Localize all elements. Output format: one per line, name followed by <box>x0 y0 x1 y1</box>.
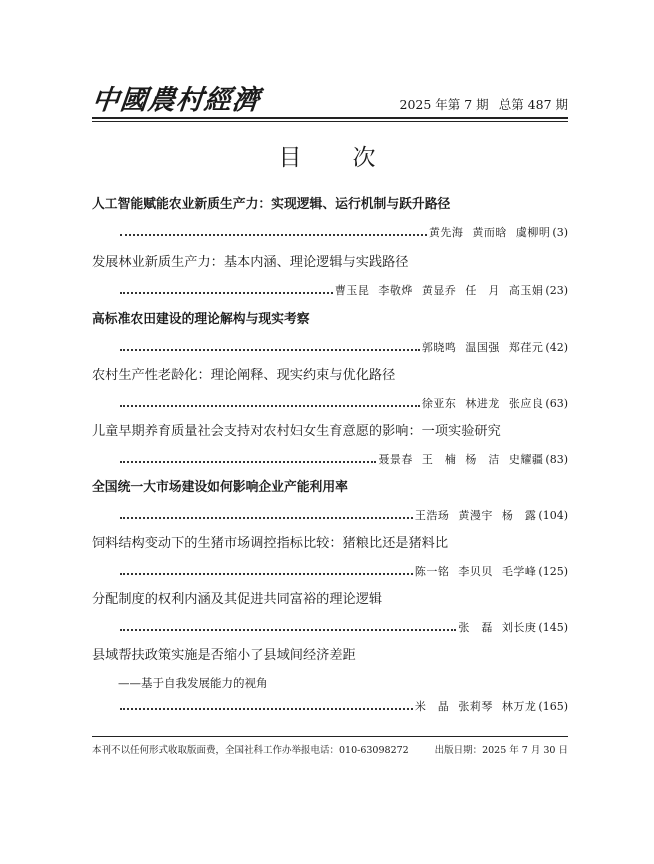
toc-entry[interactable] <box>92 423 568 468</box>
header-rule-thick <box>92 117 568 119</box>
entry-page: (83) <box>545 453 568 466</box>
toc-entry[interactable] <box>92 647 568 715</box>
dot-leader <box>120 405 420 407</box>
dot-leader <box>120 708 413 710</box>
masthead <box>92 86 568 116</box>
entry-page: (165) <box>538 700 568 713</box>
entry-page: (23) <box>545 284 568 297</box>
entry-title[interactable]: 农村生产性老龄化：理论阐释、现实约束与优化路径 <box>92 368 396 383</box>
entry-author-line <box>92 396 568 412</box>
entry-title[interactable]: 县域帮扶政策实施是否缩小了县域间经济差距 <box>92 648 356 663</box>
entry-authors: 聂景春 王 楠 杨 洁 史耀疆 <box>378 453 544 466</box>
entry-title[interactable]: 发展林业新质生产力：基本内涵、理论逻辑与实践路径 <box>92 255 409 270</box>
entry-author-line <box>92 508 568 524</box>
dot-leader <box>120 292 333 294</box>
issue-info <box>390 97 569 113</box>
toc-entry[interactable] <box>92 479 568 524</box>
dot-leader <box>120 573 413 575</box>
entry-author-line <box>92 225 568 241</box>
entry-page: (104) <box>538 509 568 522</box>
entry-title[interactable]: 儿童早期养育质量社会支持对农村妇女生育意愿的影响：一项实验研究 <box>92 424 501 439</box>
dot-leader <box>120 349 420 351</box>
toc-title: 目 次 <box>278 145 390 171</box>
entry-page: (3) <box>552 226 568 239</box>
entry-page: (125) <box>538 565 568 578</box>
entry-author-line <box>92 564 568 580</box>
toc-entry[interactable] <box>92 196 568 241</box>
journal-name: 中國農村經濟 <box>90 85 262 116</box>
entry-authors: 陈一铭 李贝贝 毛学峰 <box>414 565 537 578</box>
entry-subtitle: ——基于自我发展能力的视角 <box>118 676 268 690</box>
entry-author-line <box>92 620 568 636</box>
toc-entry[interactable] <box>92 535 568 580</box>
entry-title[interactable]: 饲料结构变动下的生猪市场调控指标比较：猪粮比还是猪料比 <box>92 536 449 551</box>
entry-author-line <box>92 699 568 715</box>
entry-authors: 米 晶 张莉琴 林万龙 <box>414 700 537 713</box>
dot-leader <box>120 629 456 631</box>
entry-page: (145) <box>538 621 568 634</box>
entry-authors: 黄先海 黄而晗 虞柳明 <box>428 226 551 239</box>
dot-leader <box>120 461 376 463</box>
toc-entry[interactable] <box>92 591 568 636</box>
footer-rule <box>92 736 568 737</box>
entry-authors: 徐亚东 林进龙 张应良 <box>421 397 544 410</box>
entry-title[interactable]: 高标准农田建设的理论解构与现实考察 <box>92 312 310 327</box>
entry-authors: 张 磊 刘长庚 <box>458 621 537 634</box>
header-rule-thin <box>92 121 568 122</box>
entry-title[interactable]: 全国统一大市场建设如何影响企业产能利用率 <box>92 480 348 495</box>
entry-authors: 郭晓鸣 温国强 郑荏元 <box>421 341 544 354</box>
entry-authors: 王浩玚 黄漫宇 杨 露 <box>414 509 537 522</box>
entry-author-line <box>92 452 568 468</box>
entry-title[interactable]: 分配制度的权利内涵及其促进共同富裕的理论逻辑 <box>92 592 383 607</box>
dot-leader <box>120 234 427 236</box>
toc-entry[interactable] <box>92 367 568 412</box>
footer-notice: 本刊不以任何形式收取版面费，全国社科工作办举报电话：010-63098272 <box>92 745 409 756</box>
entry-title[interactable]: 人工智能赋能农业新质生产力：实现逻辑、运行机制与跃升路径 <box>92 197 451 212</box>
issue-number: 2025 年第 7 期 <box>399 97 489 112</box>
total-issue-number: 总第 487 期 <box>498 97 568 112</box>
dot-leader <box>120 517 413 519</box>
entry-page: (42) <box>545 341 568 354</box>
entry-author-line <box>92 283 568 299</box>
entry-authors: 曹玉昆 李敬烨 黄显乔 任 月 高玉娟 <box>334 284 544 297</box>
footer-publish-date: 出版日期：2025 年 7 月 30 日 <box>434 745 568 756</box>
entry-author-line <box>92 340 568 356</box>
toc-entry[interactable] <box>92 254 568 299</box>
entry-page: (63) <box>545 397 568 410</box>
toc-entry[interactable] <box>92 311 568 356</box>
